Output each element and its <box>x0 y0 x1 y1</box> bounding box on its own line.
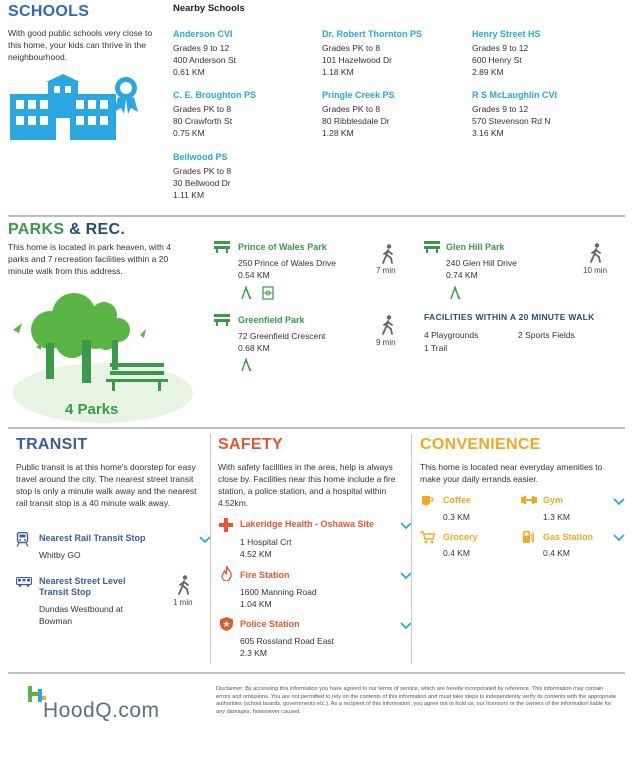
rail-stop-label[interactable]: Nearest Rail Transit Stop <box>39 533 146 543</box>
amenity-distance: 1.3 KM <box>543 512 570 522</box>
amenity-name[interactable]: Gas Station <box>543 532 594 542</box>
facility-sports-fields: 2 Sports Fields <box>518 330 575 340</box>
safety-address: 1600 Manning Road <box>240 587 317 597</box>
dumbbell-icon <box>521 496 537 504</box>
safety-address: 605 Rossland Road East <box>240 636 335 646</box>
school-name[interactable]: Pringle Creek PS <box>322 90 395 100</box>
school-distance: 0.61 KM <box>173 67 205 77</box>
parks-title-a: PARKS <box>8 221 65 238</box>
school-entry <box>472 29 541 78</box>
footer-divider <box>8 672 625 674</box>
gas-pump-icon <box>522 530 534 544</box>
train-icon <box>16 532 29 547</box>
walking-person-icon <box>589 243 603 263</box>
section-divider <box>8 427 625 429</box>
column-divider <box>210 434 211 664</box>
park-distance: 0.68 KM <box>238 343 270 353</box>
parks-intro: This home is located in park heaven, with 4 parks and 7 recreation facilities within a 20 minute walk from this address. <box>8 242 172 276</box>
facility-trail: 1 Trail <box>424 343 448 353</box>
safety-title: SAFETY <box>218 436 283 453</box>
school-grades: Grades PK to 8 <box>322 43 381 53</box>
school-distance: 1.11 KM <box>173 190 205 200</box>
sports-field-icon <box>262 286 274 300</box>
parks-count: 4 Parks <box>65 401 119 418</box>
walk-time: 10 min <box>583 266 608 275</box>
schools-title: SCHOOLS <box>8 3 90 20</box>
park-bench-icon <box>214 314 230 326</box>
school-grades: Grades PK to 8 <box>173 104 232 114</box>
walk-time: 9 min <box>376 338 396 347</box>
school-name[interactable]: C. E. Broughton PS <box>173 90 256 100</box>
school-grades: Grades PK to 8 <box>322 104 381 114</box>
convenience-title: CONVENIENCE <box>420 436 541 453</box>
amenity-distance: 0.4 KM <box>543 548 570 558</box>
transit-title: TRANSIT <box>16 436 88 453</box>
school-grades: Grades 9 to 12 <box>472 104 529 114</box>
walking-person-icon <box>381 244 395 264</box>
safety-intro: With safety facilities in the area, help is always close by. Facilities near this home include a fire station, a police station, and a hospital within 4.52km. <box>218 462 396 508</box>
fire-flame-icon <box>221 566 232 581</box>
school-name[interactable]: Bellwood PS <box>173 152 228 162</box>
safety-distance: 2.3 KM <box>240 648 267 658</box>
walk-time: 7 min <box>376 266 396 275</box>
school-entry <box>173 29 236 78</box>
police-badge-icon <box>220 617 233 631</box>
school-distance: 0.75 KM <box>173 128 205 138</box>
street-stop-label[interactable]: Nearest Street Level Transit Stop <box>39 576 126 597</box>
rail-stop-value: Whitby GO <box>39 550 81 560</box>
school-name[interactable]: Anderson CVI <box>173 29 233 39</box>
playground-icon <box>449 286 461 300</box>
school-address: 101 Hazelwood Dr <box>322 55 392 65</box>
safety-name[interactable]: Police Station <box>240 619 300 629</box>
shopping-cart-icon <box>420 531 435 544</box>
school-address: 80 Ribblesdale Dr <box>322 116 390 126</box>
school-grades: Grades 9 to 12 <box>173 43 230 53</box>
coffee-cup-icon <box>421 494 434 506</box>
school-distance: 1.18 KM <box>322 67 354 77</box>
convenience-intro: This home is located near everyday amenities to make your daily errands easier. <box>420 462 603 484</box>
school-distance: 2.89 KM <box>472 67 504 77</box>
park-address: 72 Greenfield Crescent <box>238 331 326 341</box>
park-bench-icon <box>424 241 440 253</box>
school-name[interactable]: Henry Street HS <box>472 29 541 39</box>
safety-distance: 4.52 KM <box>240 549 272 559</box>
school-entry <box>173 90 256 139</box>
school-entry <box>322 90 395 139</box>
amenity-distance: 0.4 KM <box>443 548 470 558</box>
chevron-down-icon[interactable] <box>613 498 625 506</box>
safety-name[interactable]: Fire Station <box>240 570 290 580</box>
walking-person-icon <box>177 575 191 595</box>
park-name[interactable]: Glen Hill Park <box>446 242 505 252</box>
walking-person-icon <box>381 315 395 335</box>
amenity-distance: 0.3 KM <box>443 512 470 522</box>
safety-address: 1 Hospital Crt <box>240 537 292 547</box>
park-name[interactable]: Prince of Wales Park <box>238 242 327 252</box>
street-stop-value: Dundas Westbound at Bowman <box>39 604 123 626</box>
school-name[interactable]: R S McLaughlin CVI <box>472 90 558 100</box>
park-distance: 0.54 KM <box>238 270 270 280</box>
park-address: 250 Prince of Wales Drive <box>238 258 336 268</box>
school-address: 80 Crawforth St <box>173 116 233 126</box>
parks-title-b: & REC. <box>64 221 126 238</box>
amenity-name[interactable]: Coffee <box>443 495 472 505</box>
school-address: 600 Henry St <box>472 55 522 65</box>
school-entry <box>322 29 422 78</box>
school-grades: Grades PK to 8 <box>173 166 232 176</box>
hospital-cross-icon <box>219 518 233 532</box>
school-entry <box>472 90 557 139</box>
school-grades: Grades 9 to 12 <box>472 43 529 53</box>
safety-name[interactable]: Lakeridge Health - Oshawa Site <box>240 519 375 529</box>
schools-intro: With good public schools very close to this home, your kids can thrive in the neighbourhood. <box>8 28 153 62</box>
park-bench-icon <box>214 241 230 253</box>
nearby-schools-heading: Nearby Schools <box>173 3 245 14</box>
section-divider <box>8 215 625 217</box>
disclaimer-text: Disclaimer: By accessing this information you have agreed to our terms of service, which are hereby incorporated by reference. This information may contain errors and omissions. You are not permitted to rely on the contents of this information and must take steps to independently verify its contents with the appropriate authorities (school boards, governments etc.). As a recipient of this information, you agree not to hold us, our licensors or the owners of the information liable for any damages, howsoever caused. <box>216 686 617 715</box>
school-address: 570 Stevenson Rd N <box>472 116 551 126</box>
hoodq-logo[interactable]: HoodQ.com <box>43 699 160 722</box>
school-entry <box>173 152 231 201</box>
facility-playgrounds: 4 Playgrounds <box>424 330 479 340</box>
safety-distance: 1.04 KM <box>240 599 272 609</box>
amenity-name[interactable]: Gym <box>543 495 564 505</box>
playground-icon <box>240 358 252 372</box>
park-distance: 0.74 KM <box>446 270 478 280</box>
school-building-icon <box>10 72 140 140</box>
transit-intro: Public transit is at this home's doorstep for easy travel around the city. The nearest street transit stop is only a minute walk away and the nearest rail transit stop is a 40 minute walk away. <box>16 462 197 508</box>
park-address: 240 Glen Hill Drive <box>446 258 517 268</box>
street-walk-time: 1 min <box>173 598 193 607</box>
school-distance: 1.28 KM <box>322 128 354 138</box>
school-name[interactable]: Dr. Robert Thornton PS <box>322 29 422 39</box>
amenity-name[interactable]: Grocery <box>443 532 478 542</box>
playground-icon <box>240 286 252 300</box>
facilities-title: FACILITIES WITHIN A 20 MINUTE WALK <box>424 312 595 322</box>
parks-title <box>8 221 125 239</box>
column-divider <box>411 434 412 664</box>
school-address: 400 Anderson St <box>173 55 236 65</box>
park-name[interactable]: Greenfield Park <box>238 315 305 325</box>
chevron-down-icon[interactable] <box>613 534 625 542</box>
school-address: 30 Bellwood Dr <box>173 178 231 188</box>
school-distance: 3.16 KM <box>472 128 504 138</box>
bus-icon <box>16 577 32 587</box>
